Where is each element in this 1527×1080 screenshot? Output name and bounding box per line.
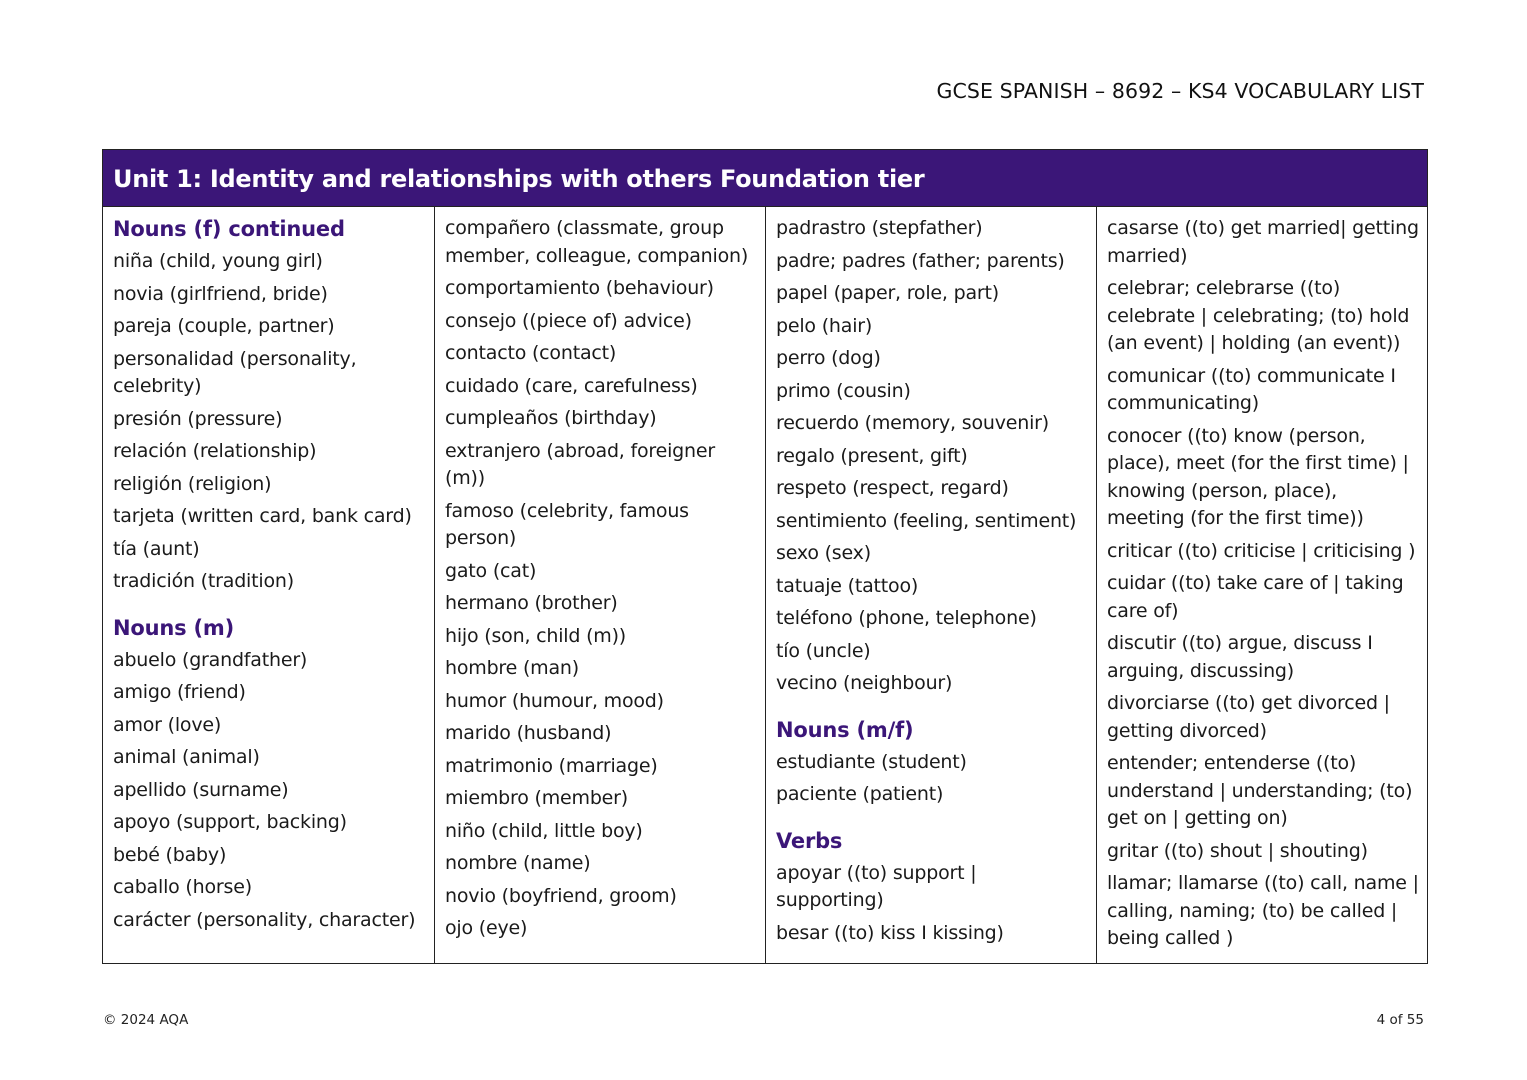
column-3 [765, 207, 1096, 963]
vocab-entry: regalo (present, gift) [776, 444, 968, 467]
vocab-entry: primo (cousin) [776, 379, 911, 402]
vocab-entry: besar ((to) kiss I kissing) [776, 921, 1004, 944]
vocab-entry: tarjeta (written card, bank card) [113, 505, 412, 527]
vocab-entry: celebrar; celebrarse ((to) celebrate | celebrating; (to) hold (an event) | holding (an event)) [1107, 277, 1410, 354]
vocab-entry: animal (animal) [113, 746, 260, 768]
vocab-entry: extranjero (abroad, foreigner (m)) [445, 439, 715, 489]
vocab-entry: sentimiento (feeling, sentiment) [776, 509, 1077, 532]
vocab-entry: comportamiento (behaviour) [445, 277, 714, 299]
vocab-entry: caballo (horse) [113, 876, 252, 898]
page-number: 4 of 55 [1376, 1012, 1424, 1028]
vocab-entry: relación (relationship) [113, 440, 317, 462]
vocab-entry: hermano (brother) [445, 592, 618, 614]
vocab-entry: religión (religion) [113, 472, 272, 495]
vocab-entry: padre; padres (father; parents) [776, 249, 1065, 272]
vocab-entry: entender; entenderse ((to) understand | understanding; (to) get on | getting on) [1107, 752, 1413, 829]
vocab-entry: paciente (patient) [776, 783, 944, 805]
vocab-entry: apellido (surname) [113, 778, 289, 801]
vocab-entry: bebé (baby) [113, 843, 227, 866]
vocab-entry: hijo (son, child (m)) [445, 624, 627, 647]
vocab-entry: gato (cat) [445, 559, 537, 582]
vocab-entry: pareja (couple, partner) [113, 315, 335, 337]
vocab-entry: carácter (personality, character) [113, 908, 416, 931]
vocab-entry: criticar ((to) criticise | criticising ) [1107, 539, 1416, 562]
copyright-notice: © 2024 AQA [103, 1012, 189, 1028]
vocab-entry: miembro (member) [445, 787, 628, 809]
vocab-entry: marido (husband) [445, 722, 612, 744]
vocabulary-table [102, 149, 1428, 964]
vocab-entry: amor (love) [113, 713, 222, 736]
vocab-entry: vecino (neighbour) [776, 672, 953, 694]
unit-title: Unit 1: Identity and relationships with others Foundation tier [113, 165, 925, 193]
vocab-entry: conocer ((to) know (person, place), meet (for the first time) | knowing (person, place), meeting (for the first time)) [1107, 424, 1409, 529]
vocab-entry: teléfono (phone, telephone) [776, 607, 1037, 629]
vocab-entry: niña (child, young girl) [113, 250, 323, 272]
vocab-entry: personalidad (personality, celebrity) [113, 347, 357, 397]
vocab-entry: famoso (celebrity, famous person) [445, 499, 689, 549]
vocab-entry: llamar; llamarse ((to) call, name | calling, naming; (to) be called | being called ) [1107, 872, 1419, 949]
vocab-entry: padrastro (stepfather) [776, 217, 983, 239]
vocab-entry: discutir ((to) argue, discuss I arguing, discussing) [1107, 632, 1373, 682]
vocab-entry: presión (pressure) [113, 407, 283, 430]
vocab-entry: tía (aunt) [113, 537, 200, 560]
vocab-entry: novia (girlfriend, bride) [113, 282, 328, 305]
vocab-entry: hombre (man) [445, 657, 579, 679]
vocab-entry: respeto (respect, regard) [776, 477, 1009, 499]
section-heading: Nouns (m/f) [776, 717, 914, 742]
vocab-entry: novio (boyfriend, groom) [445, 884, 677, 907]
vocab-entry: niño (child, little boy) [445, 819, 643, 842]
vocab-entry: cuidar ((to) take care of | taking care of) [1107, 572, 1404, 622]
vocab-entry: apoyar ((to) support | supporting) [776, 861, 977, 911]
column-1 [103, 207, 434, 963]
section-heading: Nouns (f) continued [113, 217, 345, 241]
column-4 [1096, 207, 1427, 963]
vocab-entry: papel (paper, role, part) [776, 282, 999, 304]
section-heading: Verbs [776, 828, 843, 853]
column-2 [434, 207, 765, 963]
table-header [103, 150, 1427, 207]
vocab-entry: estudiante (student) [776, 750, 967, 773]
vocab-entry: tatuaje (tattoo) [776, 574, 919, 597]
vocab-entry: humor (humour, mood) [445, 689, 664, 712]
vocab-entry: tío (uncle) [776, 639, 871, 662]
vocab-entry: abuelo (grandfather) [113, 648, 308, 671]
vocab-entry: nombre (name) [445, 852, 591, 874]
vocab-entry: pelo (hair) [776, 314, 873, 337]
vocab-entry: casarse ((to) get married| getting married) [1107, 217, 1419, 267]
vocab-entry: divorciarse ((to) get divorced | getting divorced) [1107, 692, 1390, 742]
section-heading: Nouns (m) [113, 615, 234, 640]
vocab-entry: sexo (sex) [776, 542, 871, 564]
vocab-entry: compañero (classmate, group member, colleague, companion) [445, 217, 749, 267]
vocab-entry: cuidado (care, carefulness) [445, 374, 698, 397]
vocab-entry: cumpleaños (birthday) [445, 407, 657, 429]
vocab-entry: gritar ((to) shout | shouting) [1107, 839, 1368, 862]
vocab-entry: recuerdo (memory, souvenir) [776, 412, 1049, 434]
vocab-entry: amigo (friend) [113, 681, 246, 703]
vocab-entry: ojo (eye) [445, 917, 528, 939]
vocab-entry: contacto (contact) [445, 342, 617, 364]
vocab-entry: comunicar ((to) communicate I communicating) [1107, 364, 1396, 414]
vocab-entry: tradición (tradition) [113, 570, 294, 592]
document-title: GCSE SPANISH – 8692 – KS4 VOCABULARY LIST [936, 79, 1424, 103]
vocab-entry: perro (dog) [776, 347, 881, 369]
vocab-entry: apoyo (support, backing) [113, 811, 347, 833]
vocab-entry: matrimonio (marriage) [445, 754, 658, 777]
vocab-entry: consejo ((piece of) advice) [445, 309, 692, 332]
